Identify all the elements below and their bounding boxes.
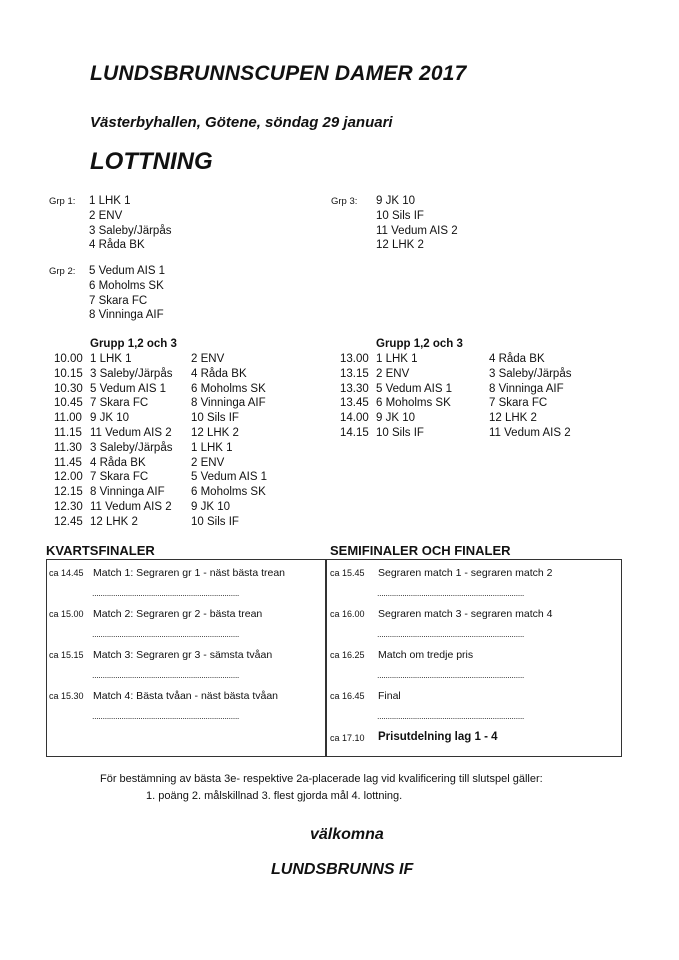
match-time: 11.30	[54, 441, 82, 454]
result-line[interactable]: ......................................................................	[92, 711, 240, 721]
schedule-row	[54, 367, 304, 382]
home-team: 10 Sils IF	[376, 427, 424, 439]
match-time: 10.45	[54, 397, 83, 410]
match-time: ca 15.30	[49, 691, 84, 701]
home-team: 3 Saleby/Järpås	[90, 441, 173, 454]
team: 4 Råda BK	[89, 239, 145, 252]
result-line[interactable]: ......................................................................	[92, 588, 240, 598]
team-list	[376, 194, 458, 253]
home-team: 11 Vedum AIS 2	[90, 427, 172, 439]
result-line[interactable]: ......................................................................	[377, 588, 525, 598]
team: 11 Vedum AIS 2	[376, 224, 458, 237]
schedule-row	[54, 456, 304, 471]
away-team: 2 ENV	[191, 456, 225, 469]
ceremony-description: Prisutdelning lag 1 - 4	[378, 731, 498, 743]
home-team: 7 Skara FC	[90, 471, 149, 484]
match-time: ca 16.25	[330, 650, 365, 660]
schedule-row	[54, 500, 304, 515]
match-time: 11.15	[54, 427, 82, 439]
match-time: 13.15	[340, 367, 369, 380]
home-team: 11 Vedum AIS 2	[90, 501, 172, 513]
team: 12 LHK 2	[376, 239, 424, 252]
match-description: Final	[378, 690, 401, 702]
away-team: 10 Sils IF	[191, 515, 239, 528]
match-time: ca 16.00	[330, 609, 365, 619]
away-team: 8 Vinninga AIF	[489, 382, 564, 395]
page-title: LUNDSBRUNNSCUPEN DAMER 2017	[90, 62, 467, 85]
match-time: ca 16.45	[330, 691, 365, 701]
match-time: 11.45	[54, 456, 82, 469]
schedule-row	[54, 485, 304, 500]
schedule-row	[340, 411, 630, 426]
home-team: 5 Vedum AIS 1	[376, 382, 453, 395]
match-description: Match 1: Segraren gr 1 - näst bästa trean	[93, 567, 286, 579]
away-team: 8 Vinninga AIF	[191, 397, 266, 410]
team: 3 Saleby/Järpås	[89, 224, 172, 237]
match-time: ca 15.00	[49, 609, 84, 619]
away-team: 6 Moholms SK	[191, 486, 266, 499]
ceremony-time: ca 17.10	[330, 733, 365, 743]
home-team: 3 Saleby/Järpås	[90, 367, 173, 380]
home-team: 8 Vinninga AIF	[90, 486, 165, 499]
away-team: 10 Sils IF	[191, 412, 239, 425]
match-description: Segraren match 1 - segraren match 2	[378, 567, 553, 579]
schedule-row	[340, 367, 630, 382]
team: 1 LHK 1	[89, 195, 131, 207]
group-label: Grp 1:	[49, 196, 76, 207]
home-team: 2 ENV	[376, 367, 410, 380]
match-description: Segraren match 3 - segraren match 4	[378, 608, 553, 620]
schedule-row	[54, 470, 304, 485]
away-team: 1 LHK 1	[191, 441, 233, 454]
match-time: 12.45	[54, 515, 83, 528]
schedule-row	[54, 426, 304, 441]
home-team: 12 LHK 2	[90, 515, 138, 528]
away-team: 5 Vedum AIS 1	[191, 471, 268, 484]
schedule-row	[340, 396, 630, 411]
away-team: 12 LHK 2	[191, 427, 239, 439]
away-team: 2 ENV	[191, 353, 225, 365]
away-team: 11 Vedum AIS 2	[489, 427, 571, 439]
match-description: Match 4: Bästa tvåan - näst bästa tvåan	[93, 690, 279, 702]
away-team: 3 Saleby/Järpås	[489, 367, 572, 380]
schedule-row	[54, 396, 304, 411]
team: 6 Moholms SK	[89, 279, 164, 292]
home-team: 5 Vedum AIS 1	[90, 382, 167, 395]
away-team: 4 Råda BK	[191, 367, 247, 380]
home-team: 1 LHK 1	[90, 353, 132, 365]
club-name: LUNDSBRUNNS IF	[271, 861, 414, 878]
team: 5 Vedum AIS 1	[89, 265, 166, 277]
match-description: Match 3: Segraren gr 3 - sämsta tvåan	[93, 649, 273, 661]
match-time: 10.00	[54, 353, 83, 365]
team: 9 JK 10	[376, 195, 415, 207]
result-line[interactable]: ......................................................................	[377, 711, 525, 721]
result-line[interactable]: ......................................................................	[377, 670, 525, 680]
schedule-row	[54, 382, 304, 397]
team: 2 ENV	[89, 209, 123, 222]
away-team: 4 Råda BK	[489, 353, 545, 365]
group-label: Grp 3:	[331, 196, 358, 207]
home-team: 7 Skara FC	[90, 397, 149, 410]
match-time: 13.45	[340, 397, 369, 410]
match-time: 12.30	[54, 501, 83, 513]
match-time: 11.00	[54, 412, 82, 425]
schedule-heading-left: Grupp 1,2 och 3	[90, 338, 177, 350]
schedule-row	[54, 411, 304, 426]
away-team: 6 Moholms SK	[191, 382, 266, 395]
match-description: Match 2: Segraren gr 2 - bästa trean	[93, 608, 263, 620]
home-team: 6 Moholms SK	[376, 397, 451, 410]
schedule-row	[54, 441, 304, 456]
team: 8 Vinninga AIF	[89, 309, 164, 322]
section-heading-lottning: LOTTNING	[90, 148, 213, 175]
tiebreak-rules-list: 1. poäng 2. målskillnad 3. flest gjorda mål 4. lottning.	[146, 790, 403, 802]
match-time: ca 15.15	[49, 650, 84, 660]
home-team: 4 Råda BK	[90, 456, 146, 469]
tiebreak-rules-intro: För bestämning av bästa 3e- respektive 2a-placerade lag vid kvalificering till slutspel gäller:	[100, 773, 543, 785]
playoff-divider	[325, 559, 327, 757]
schedule-row	[340, 352, 630, 367]
schedule-row	[54, 352, 304, 367]
match-time: 14.00	[340, 412, 369, 425]
home-team: 9 JK 10	[90, 412, 129, 425]
match-time: 12.15	[54, 486, 83, 499]
finals-heading: SEMIFINALER OCH FINALER	[330, 543, 511, 558]
match-description: Match om tredje pris	[378, 649, 474, 661]
away-team: 12 LHK 2	[489, 412, 537, 425]
team: 7 Skara FC	[89, 294, 148, 307]
team-list	[89, 264, 165, 323]
home-team: 1 LHK 1	[376, 353, 418, 365]
schedule-row	[54, 515, 304, 530]
schedule-row	[340, 426, 630, 441]
event-location-date: Västerbyhallen, Götene, söndag 29 januari	[90, 114, 393, 131]
away-team: 9 JK 10	[191, 501, 230, 513]
away-team: 7 Skara FC	[489, 397, 548, 410]
welcome-text: välkomna	[310, 826, 384, 843]
home-team: 9 JK 10	[376, 412, 415, 425]
match-time: 13.00	[340, 353, 369, 365]
match-time: 10.15	[54, 367, 83, 380]
match-time: 12.00	[54, 471, 83, 484]
result-line[interactable]: ......................................................................	[377, 629, 525, 639]
result-line[interactable]: ......................................................................	[92, 629, 240, 639]
match-time: ca 15.45	[330, 568, 365, 578]
match-time: 14.15	[340, 427, 369, 439]
schedule-row	[340, 382, 630, 397]
quarterfinals-heading: KVARTSFINALER	[46, 543, 155, 558]
team: 10 Sils IF	[376, 209, 424, 222]
result-line[interactable]: ......................................................................	[92, 670, 240, 680]
team-list	[89, 194, 171, 253]
match-time: 13.30	[340, 382, 369, 395]
group-label: Grp 2:	[49, 266, 76, 277]
match-time: 10.30	[54, 382, 83, 395]
schedule-heading-right: Grupp 1,2 och 3	[376, 338, 463, 350]
match-time: ca 14.45	[49, 568, 84, 578]
